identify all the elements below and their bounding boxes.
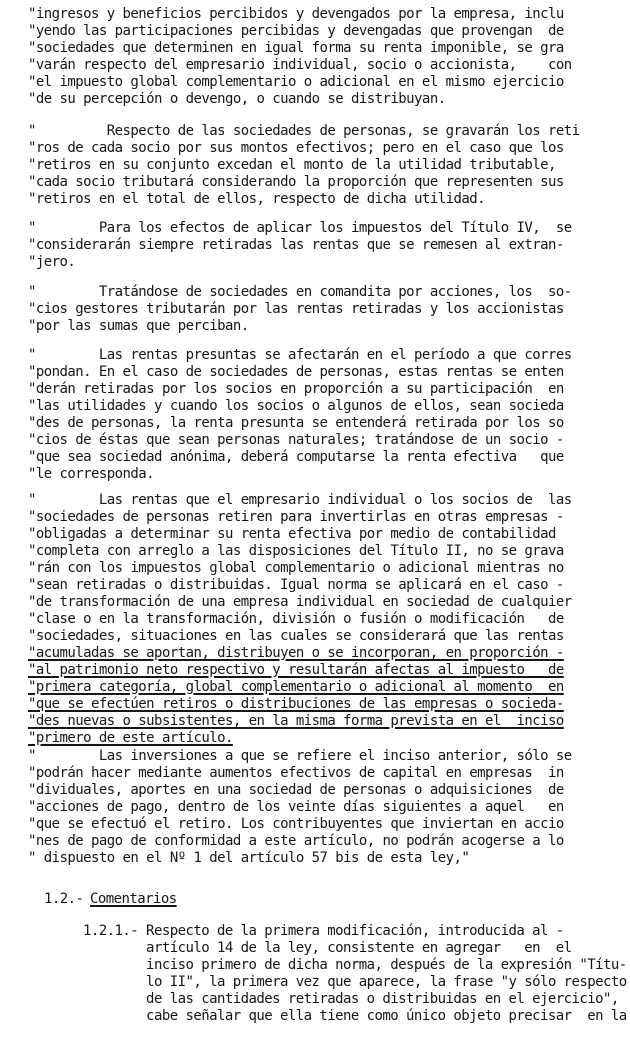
text-line: " Las inversiones a que se refiere el inciso anterior, sólo se — [28, 748, 572, 764]
text-line: 1.2.1.- Respecto de la primera modificación, introducida al - — [20, 923, 564, 939]
text-line: "cios de éstas que sean personas naturales; tratándose de un socio - — [28, 432, 564, 448]
text-line: " Para los efectos de aplicar los impuestos del Título IV, se — [28, 220, 572, 236]
underlined-text-line: "que se efectúen retiros o distribuciones de las empresas o socieda- — [28, 696, 564, 712]
text-line: "cada socio tributará considerando la proporción que representen sus — [28, 174, 564, 190]
text-line: de las cantidades retiradas o distribuidas en el ejercicio", — [20, 991, 619, 1007]
section-number: 1.2.- — [44, 891, 84, 907]
text-line: " Las rentas que el empresario individual o los socios de las — [28, 492, 572, 508]
text-line: "que se efectuó el retiro. Los contribuyentes que inviertan en accio — [28, 816, 564, 832]
text-line: "nes de pago de conformidad a este artículo, no podrán acogerse a lo — [28, 833, 564, 849]
text-line: cabe señalar que ella tiene como único objeto precisar en la — [20, 1008, 627, 1024]
underlined-text-line: "primero de este artículo. — [28, 730, 233, 746]
text-line: "clase o en la transformación, división o fusión o modificación de — [28, 611, 564, 627]
text-line: "jero. — [28, 254, 76, 270]
text-line: "pondan. En el caso de sociedades de personas, estas rentas se enten — [28, 364, 564, 380]
text-line: "podrán hacer mediante aumentos efectivos de capital en empresas in — [28, 765, 564, 781]
text-line: "de su percepción o devengo, o cuando se distribuyan. — [28, 91, 446, 107]
text-line: "ros de cada socio por sus montos efectivos; pero en el caso que los — [28, 140, 564, 156]
text-line: "dividuales, aportes en una sociedad de personas o adquisiciones de — [28, 782, 564, 798]
text-line: "sociedades que determinen en igual forma su renta imponible, se gra — [28, 40, 564, 56]
underlined-text-line: "acumuladas se aportan, distribuyen o se incorporan, en proporción - — [28, 645, 564, 661]
text-line: "retiros en el total de ellos, respecto de dicha utilidad. — [28, 191, 485, 207]
text-line: "rán con los impuestos global complementario o adicional mientras no — [28, 560, 564, 576]
text-line: "yendo las participaciones percibidas y devengadas que provengan de — [28, 23, 564, 39]
text-line: "por las sumas que perciban. — [28, 318, 249, 334]
text-line: "cios gestores tributarán por las rentas retiradas y los accionistas — [28, 301, 564, 317]
text-line: "obligadas a determinar su renta efectiva por medio de contabilidad — [28, 526, 556, 542]
text-line: "considerarán siempre retiradas las rentas que se remesen al extran- — [28, 237, 564, 253]
text-line: "que sea sociedad anónima, deberá computarse la renta efectiva que — [28, 449, 564, 465]
text-line: " Las rentas presuntas se afectarán en el período a que corres — [28, 347, 572, 363]
section-title: Comentarios — [90, 891, 177, 907]
text-line: artículo 14 de la ley, consistente en agregar en el — [20, 940, 572, 956]
text-line: " dispuesto en el Nº 1 del artículo 57 bis de esta ley," — [28, 850, 470, 866]
text-line: "ingresos y beneficios percibidos y devengados por la empresa, inclu — [28, 6, 564, 22]
text-line: "derán retiradas por los socios en proporción a su participación en — [28, 381, 564, 397]
text-line: "las utilidades y cuando los socios o algunos de ellos, sean socieda — [28, 398, 564, 414]
text-line: "retiros en su conjunto excedan el monto de la utilidad tributable, — [28, 157, 556, 173]
text-line: "varán respecto del empresario individual, socio o accionista, con — [28, 57, 572, 73]
text-line: lo II", la primera vez que aparece, la frase "y sólo respecto — [20, 974, 627, 990]
underlined-text-line: "al patrimonio neto respectivo y resultarán afectas al impuesto de — [28, 662, 564, 678]
text-line: "sociedades de personas retiren para invertirlas en otras empresas - — [28, 509, 564, 525]
text-line: "acciones de pago, dentro de los veinte días siguientes a aquel en — [28, 799, 564, 815]
text-line: "el impuesto global complementario o adicional en el mismo ejercicio — [28, 74, 564, 90]
text-line: "sociedades, situaciones en las cuales se considerará que las rentas — [28, 628, 564, 644]
text-line: " Respecto de las sociedades de personas, se gravarán los reti — [28, 123, 580, 139]
text-line: "completa con arreglo a las disposiciones del Título II, no se grava — [28, 543, 564, 559]
text-line: "des de personas, la renta presunta se entenderá retirada por los so — [28, 415, 564, 431]
underlined-text-line: "primera categoría, global complementario o adicional al momento en — [28, 679, 564, 695]
text-line: "sean retiradas o distribuidas. Igual norma se aplicará en el caso - — [28, 577, 564, 593]
text-line: inciso primero de dicha norma, después de la expresión "Títu- — [20, 957, 627, 973]
text-line: "le corresponda. — [28, 466, 155, 482]
text-line: " Tratándose de sociedades en comandita por acciones, los so- — [28, 284, 572, 300]
text-line: "de transformación de una empresa individual en sociedad de cualquier — [28, 594, 572, 610]
underlined-text-line: "des nuevas o subsistentes, en la misma forma prevista en el inciso — [28, 713, 564, 729]
